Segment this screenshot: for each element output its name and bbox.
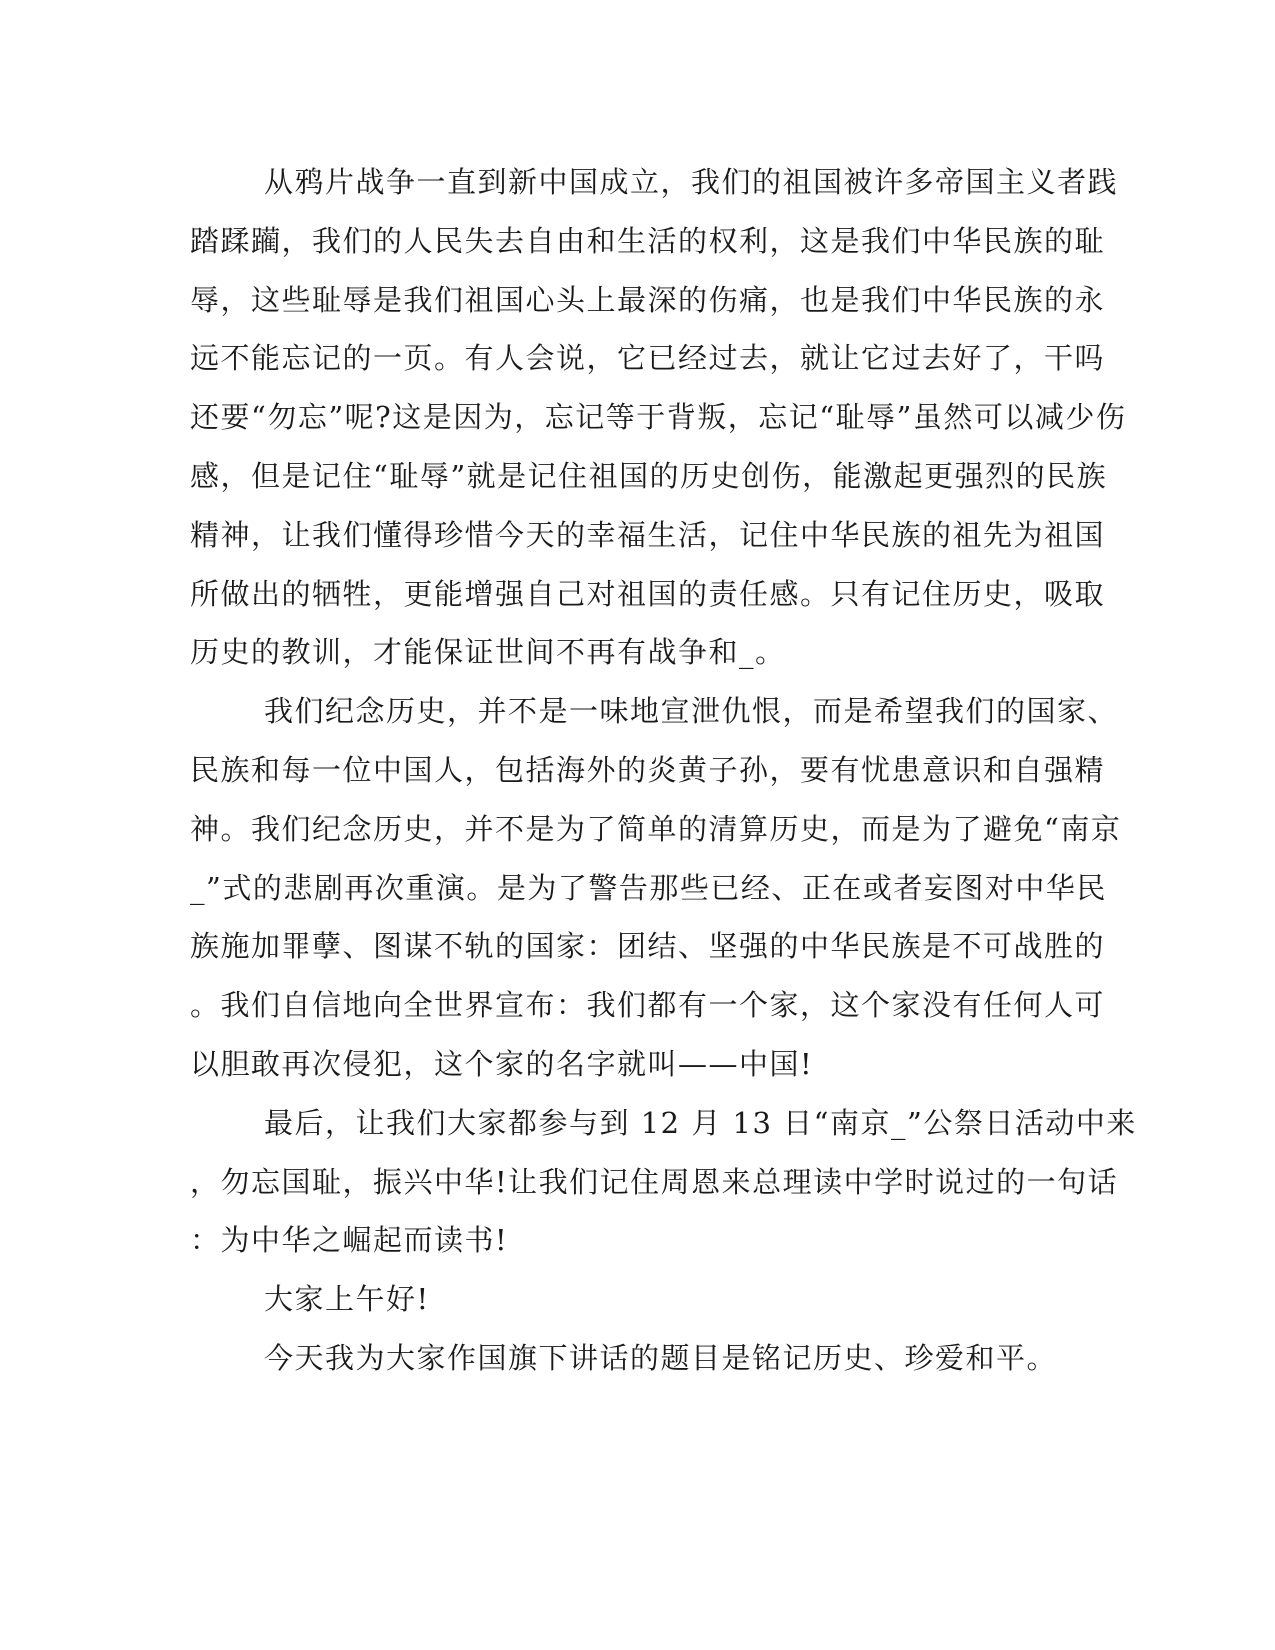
paragraph-1-line-8: 所做出的牺牲，更能增强自己对祖国的责任感。只有记住历史，吸取	[190, 577, 1106, 611]
paragraph-1-line-7: 精神，让我们懂得珍惜今天的幸福生活，记住中华民族的祖先为祖国	[190, 518, 1106, 552]
paragraph-1-line-1: 从鸦片战争一直到新中国成立，我们的祖国被许多帝国主义者践	[264, 165, 1119, 199]
paragraph-5-line-1: 今天我为大家作国旗下讲话的题目是铭记历史、珍爱和平。	[264, 1341, 1058, 1375]
paragraph-2-line-3: 神。我们纪念历史，并不是为了简单的清算历史，而是为了避免“南京	[190, 812, 1122, 846]
paragraph-2-line-6: 。我们自信地向全世界宣布：我们都有一个家，这个家没有任何人可	[190, 988, 1106, 1022]
paragraph-4-line-1: 大家上午好!	[264, 1282, 430, 1316]
paragraph-2-line-5: 族施加罪孽、图谋不轨的国家：团结、坚强的中华民族是不可战胜的	[190, 929, 1106, 963]
paragraph-1-line-4: 远不能忘记的一页。有人会说，它已经过去，就让它过去好了，干吗	[190, 341, 1106, 375]
paragraph-1-line-6: 感，但是记住“耻辱”就是记住祖国的历史创伤，能激起更强烈的民族	[190, 459, 1108, 493]
paragraph-2-line-2: 民族和每一位中国人，包括海外的炎黄子孙，要有忧患意识和自强精	[190, 753, 1106, 787]
paragraph-1-line-9: 历史的教训，才能保证世间不再有战争和_。	[190, 635, 786, 669]
paragraph-1-line-3: 辱，这些耻辱是我们祖国心头上最深的伤痛，也是我们中华民族的永	[190, 283, 1106, 317]
paragraph-1-line-5: 还要“勿忘”呢?这是因为，忘记等于背叛，忘记“耻辱”虽然可以减少伤	[190, 400, 1127, 434]
paragraph-2-line-1: 我们纪念历史，并不是一味地宣泄仇恨，而是希望我们的国家、	[264, 694, 1119, 728]
paragraph-3-line-3: ：为中华之崛起而读书!	[190, 1223, 509, 1257]
paragraph-3-line-1: 最后，让我们大家都参与到 12 月 13 日“南京_”公祭日活动中来	[264, 1106, 1137, 1140]
paragraph-3-line-2: ，勿忘国耻，振兴中华!让我们记住周恩来总理读中学时说过的一句话	[190, 1165, 1119, 1199]
paragraph-2-line-7: 以胆敢再次侵犯，这个家的名字就叫——中国!	[190, 1047, 814, 1081]
paragraph-1-line-2: 踏蹂躏，我们的人民失去自由和生活的权利，这是我们中华民族的耻	[190, 224, 1106, 258]
paragraph-2-line-4: _”式的悲剧再次重演。是为了警告那些已经、正在或者妄图对中华民	[190, 871, 1107, 905]
